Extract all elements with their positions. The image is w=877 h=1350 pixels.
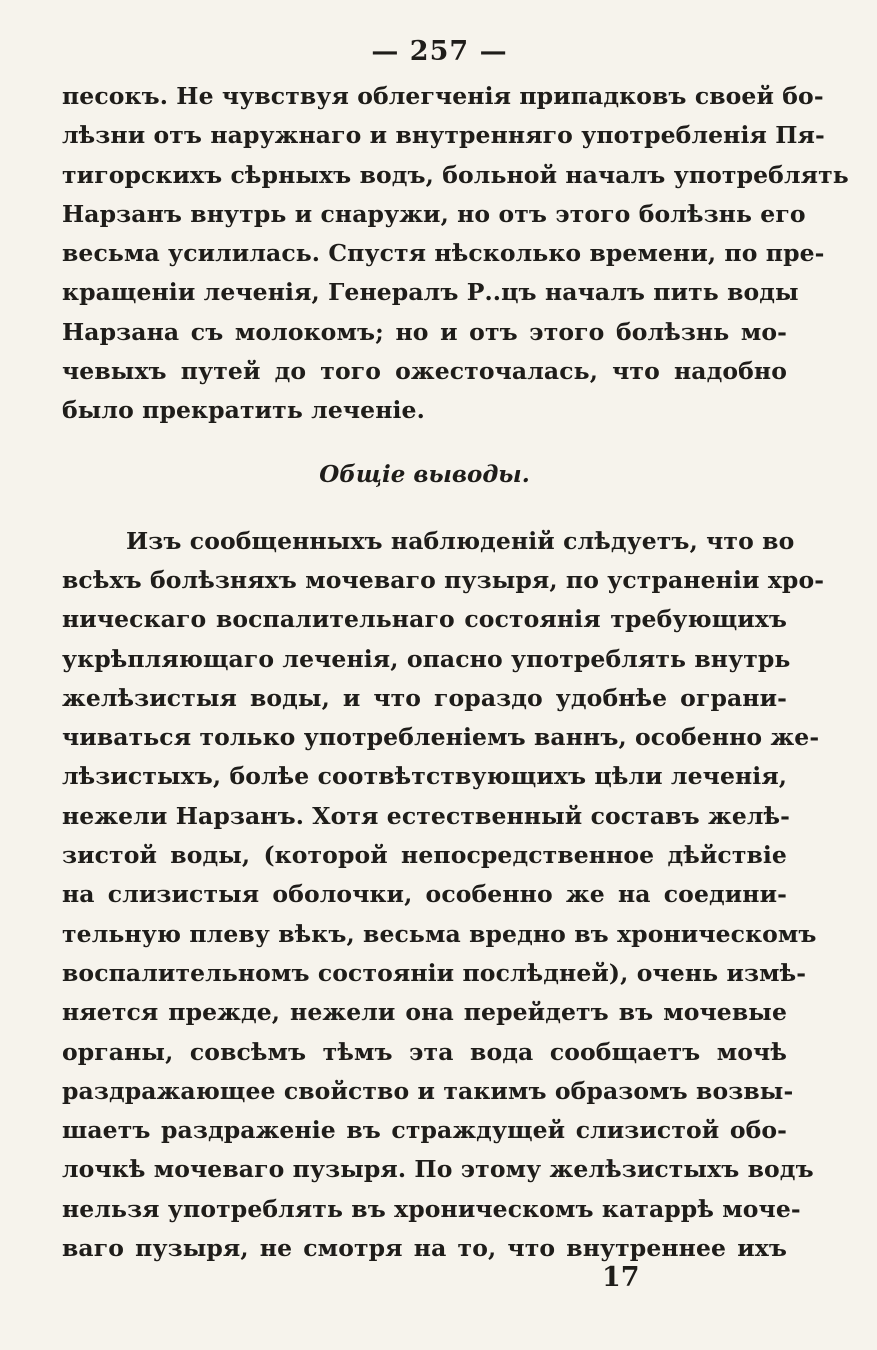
text-line: тигорскихъ сѣрныхъ водъ, больной началъ употреблять (62, 160, 849, 189)
text-line: песокъ. Не чувствуя облегченія припадковъ своей бо- (62, 82, 824, 110)
text-line: воспалительномъ состояніи послѣдней), очень измѣ- (62, 958, 807, 987)
paragraph-1 (62, 77, 849, 431)
text-line: чиваться только употребленіемъ ваннъ, особенно же- (62, 723, 820, 752)
text-line: Нарзанъ внутрь и снаружи, но отъ этого болѣзнь его (62, 199, 806, 228)
signature-mark: 17 (602, 1262, 640, 1293)
text-line: зистой воды, (которой непосредственное дѣйствіе (62, 841, 787, 870)
text-line: весьма усилилась. Спустя нѣсколько времени, по пре- (62, 239, 825, 268)
text-line: укрѣпляющаго леченія, опасно употреблять внутрь (62, 644, 791, 673)
text-line: чевыхъ путей до того ожесточалась, что надобно (62, 357, 787, 386)
text-line: нельзя употреблять въ хроническомъ катаррѣ моче- (62, 1194, 801, 1223)
text-line: лѣзистыхъ, болѣе соотвѣтствующихъ цѣли леченія, (62, 762, 788, 791)
text-line: Изъ сообщенныхъ наблюденій слѣдуетъ, что во (126, 526, 795, 555)
text-line: няется прежде, нежели она перейдетъ въ мочевые (62, 998, 787, 1027)
text-line: шаетъ раздраженіе въ страждущей слизистой обо- (62, 1116, 787, 1145)
text-line: раздражающее свойство и такимъ образомъ возвы- (62, 1076, 794, 1105)
text-line: было прекратить леченіе. (62, 396, 425, 425)
text-line: нежели Нарзанъ. Хотя естественный составъ желѣ- (62, 801, 791, 830)
text-line: ническаго воспалительнаго состоянія требующихъ (62, 605, 787, 634)
text-line: ваго пузыря, не смотря на то, что внутреннее ихъ (62, 1234, 787, 1263)
text-line: всѣхъ болѣзняхъ мочеваго пузыря, по устраненіи хро- (62, 565, 825, 594)
text-line: Нарзана съ молокомъ; но и отъ этого болѣзнь мо- (62, 317, 787, 346)
section-heading: Общіе выводы. (319, 460, 530, 488)
text-line: органы, совсѣмъ тѣмъ эта вода сообщаетъ мочѣ (62, 1037, 787, 1066)
text-line: лѣзни отъ наружнаго и внутренняго употребленія Пя- (62, 121, 825, 150)
text-line: лочкѣ мочеваго пузыря. По этому желѣзистыхъ водъ (62, 1155, 814, 1184)
text-line: кращеніи леченія, Генералъ Р..цъ началъ пить воды (62, 278, 799, 307)
text-line: на слизистыя оболочки, особенно же на соедини- (62, 880, 787, 909)
page-number: — 257 — (371, 36, 508, 67)
paragraph-2 (62, 522, 825, 1269)
text-line: желѣзистыя воды, и что гораздо удобнѣе ограни- (62, 683, 787, 712)
text-line: тельную плеву вѣкъ, весьма вредно въ хроническомъ (62, 919, 817, 948)
